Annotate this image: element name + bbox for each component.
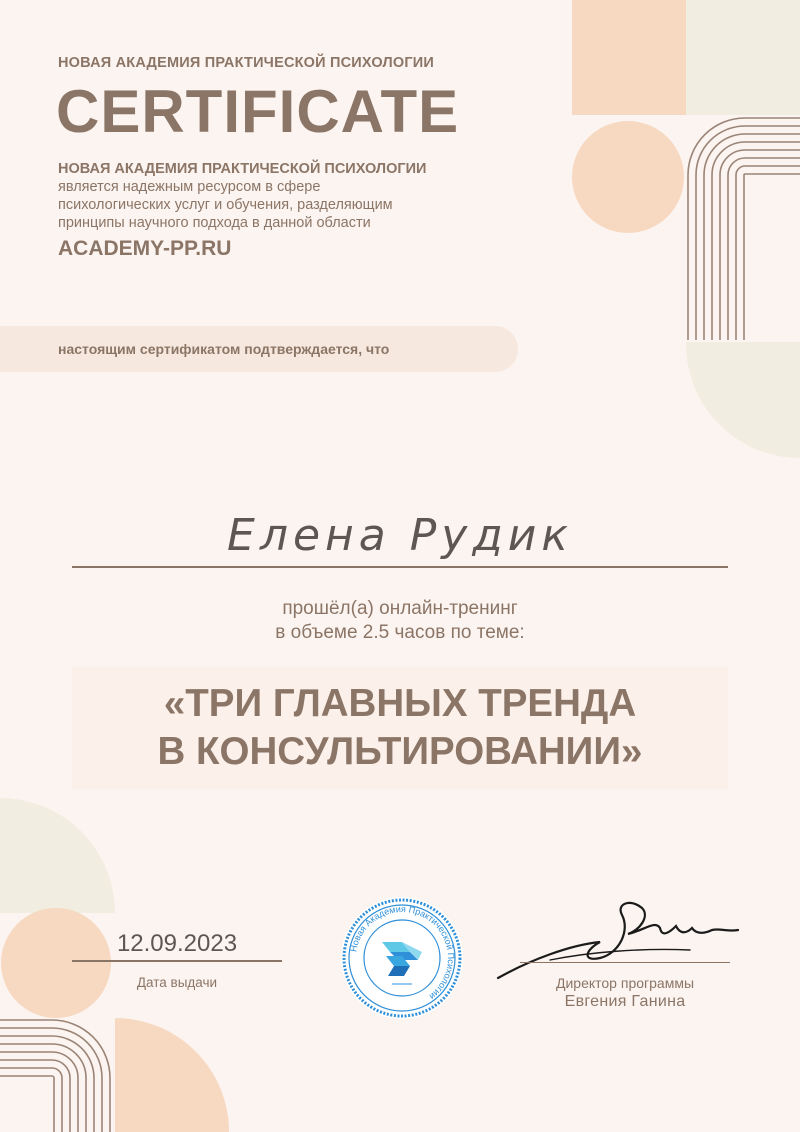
arc-lines-top <box>688 118 800 340</box>
description-line: принципы научного подхода в данной области <box>58 215 371 231</box>
recipient-underline <box>72 566 728 568</box>
issue-date: 12.09.2023 <box>116 930 238 957</box>
cream-quarter-bottom <box>0 798 115 913</box>
description-line: НОВАЯ АКАДЕМИЯ ПРАКТИЧЕСКОЙ ПСИХОЛОГИИ <box>58 161 427 177</box>
director-name: Евгения Ганина <box>564 993 686 1010</box>
peach-quarter-bottom <box>115 1018 229 1132</box>
date-underline <box>72 960 282 962</box>
issue-date-label: Дата выдачи <box>136 975 218 990</box>
peach-circle-top <box>572 121 684 233</box>
director-role: Директор программы <box>555 975 695 991</box>
director-signature <box>490 890 740 985</box>
topic-line: «ТРИ ГЛАВНЫХ ТРЕНДА <box>163 682 637 725</box>
training-line: прошёл(а) онлайн-тренинг <box>282 598 518 619</box>
training-description <box>100 597 700 645</box>
confirmation-text: настоящим сертификатом подтверждается, что <box>58 341 390 357</box>
arc-lines-bottom <box>0 1020 110 1132</box>
recipient-name: Елена Рудик <box>227 510 573 561</box>
website-link[interactable]: ACADEMY-PP.RU <box>58 237 232 260</box>
organization-description <box>58 160 478 232</box>
peach-circle-bottom <box>1 908 111 1018</box>
training-topic <box>72 680 728 776</box>
topic-line: В КОНСУЛЬТИРОВАНИИ» <box>157 730 643 773</box>
cream-quarter-right <box>686 342 800 458</box>
description-line: психологических услуг и обучения, разделяющим <box>58 197 393 213</box>
academy-seal <box>340 896 464 1020</box>
signature-underline <box>520 962 730 963</box>
seal-text: Новая Академия Практической Психологии <box>348 903 457 1002</box>
description-line: является надежным ресурсом в сфере <box>58 179 321 195</box>
training-line: в объеме 2.5 часов по теме: <box>275 622 525 643</box>
organization-name: НОВАЯ АКАДЕМИЯ ПРАКТИЧЕСКОЙ ПСИХОЛОГИИ <box>58 55 435 71</box>
certificate-title: CERTIFICATE <box>56 78 460 145</box>
